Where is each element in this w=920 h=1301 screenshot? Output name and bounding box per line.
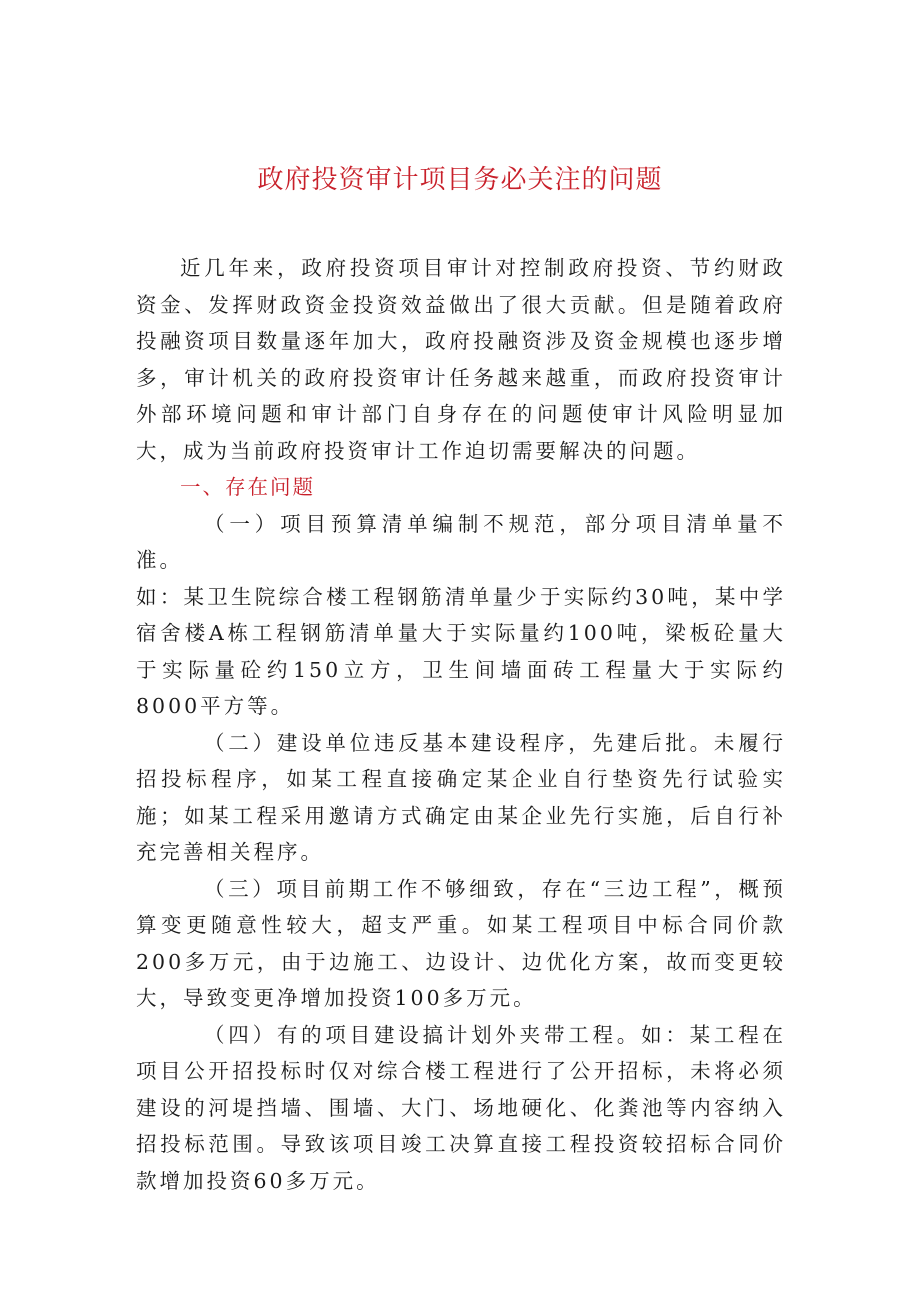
item-1-body: 如：某卫生院综合楼工程钢筋清单量少于实际约30吨，某中学宿舍楼A栋工程钢筋清单量大于实际量约100吨，梁板砼量大于实际量砼约150立方，卫生间墙面砖工程量大于实际约8000平方等。 [136, 584, 786, 718]
item-3-paragraph: （三）项目前期工作不够细致，存在“三边工程”，概预算变更随意性较大，超支严重。如某工程项目中标合同价款200多万元，由于边施工、边设计、边优化方案，故而变更较大，导致变更净增加投资100多万元。 [136, 876, 786, 1010]
item-1-heading: （一）项目预算清单编制不规范，部分项目清单量不准。 [136, 511, 786, 572]
document-body [136, 250, 786, 1199]
document-title: 政府投资审计项目务必关注的问题 [257, 165, 663, 195]
item-4-paragraph: （四）有的项目建设搞计划外夹带工程。如：某工程在项目公开招投标时仅对综合楼工程进行了公开招标，未将必须建设的河堤挡墙、围墙、大门、场地硬化、化粪池等内容纳入招投标范围。导致该项目竣工决算直接工程投资较招标合同价款增加投资60多万元。 [136, 1022, 786, 1193]
section-heading-problems: 一、存在问题 [180, 475, 315, 499]
intro-paragraph: 近几年来，政府投资项目审计对控制政府投资、节约财政资金、发挥财政资金投资效益做出了很大贡献。但是随着政府投融资项目数量逐年加大，政府投融资涉及资金规模也逐步增多，审计机关的政府投资审计任务越来越重，而政府投资审计外部环境问题和审计部门自身存在的问题使审计风险明显加大，成为当前政府投资审计工作迫切需要解决的问题。 [136, 256, 786, 463]
item-2-paragraph: （二）建设单位违反基本建设程序，先建后批。未履行招投标程序，如某工程直接确定某企业自行垫资先行试验实施；如某工程采用邀请方式确定由某企业先行实施，后自行补充完善相关程序。 [136, 730, 786, 864]
